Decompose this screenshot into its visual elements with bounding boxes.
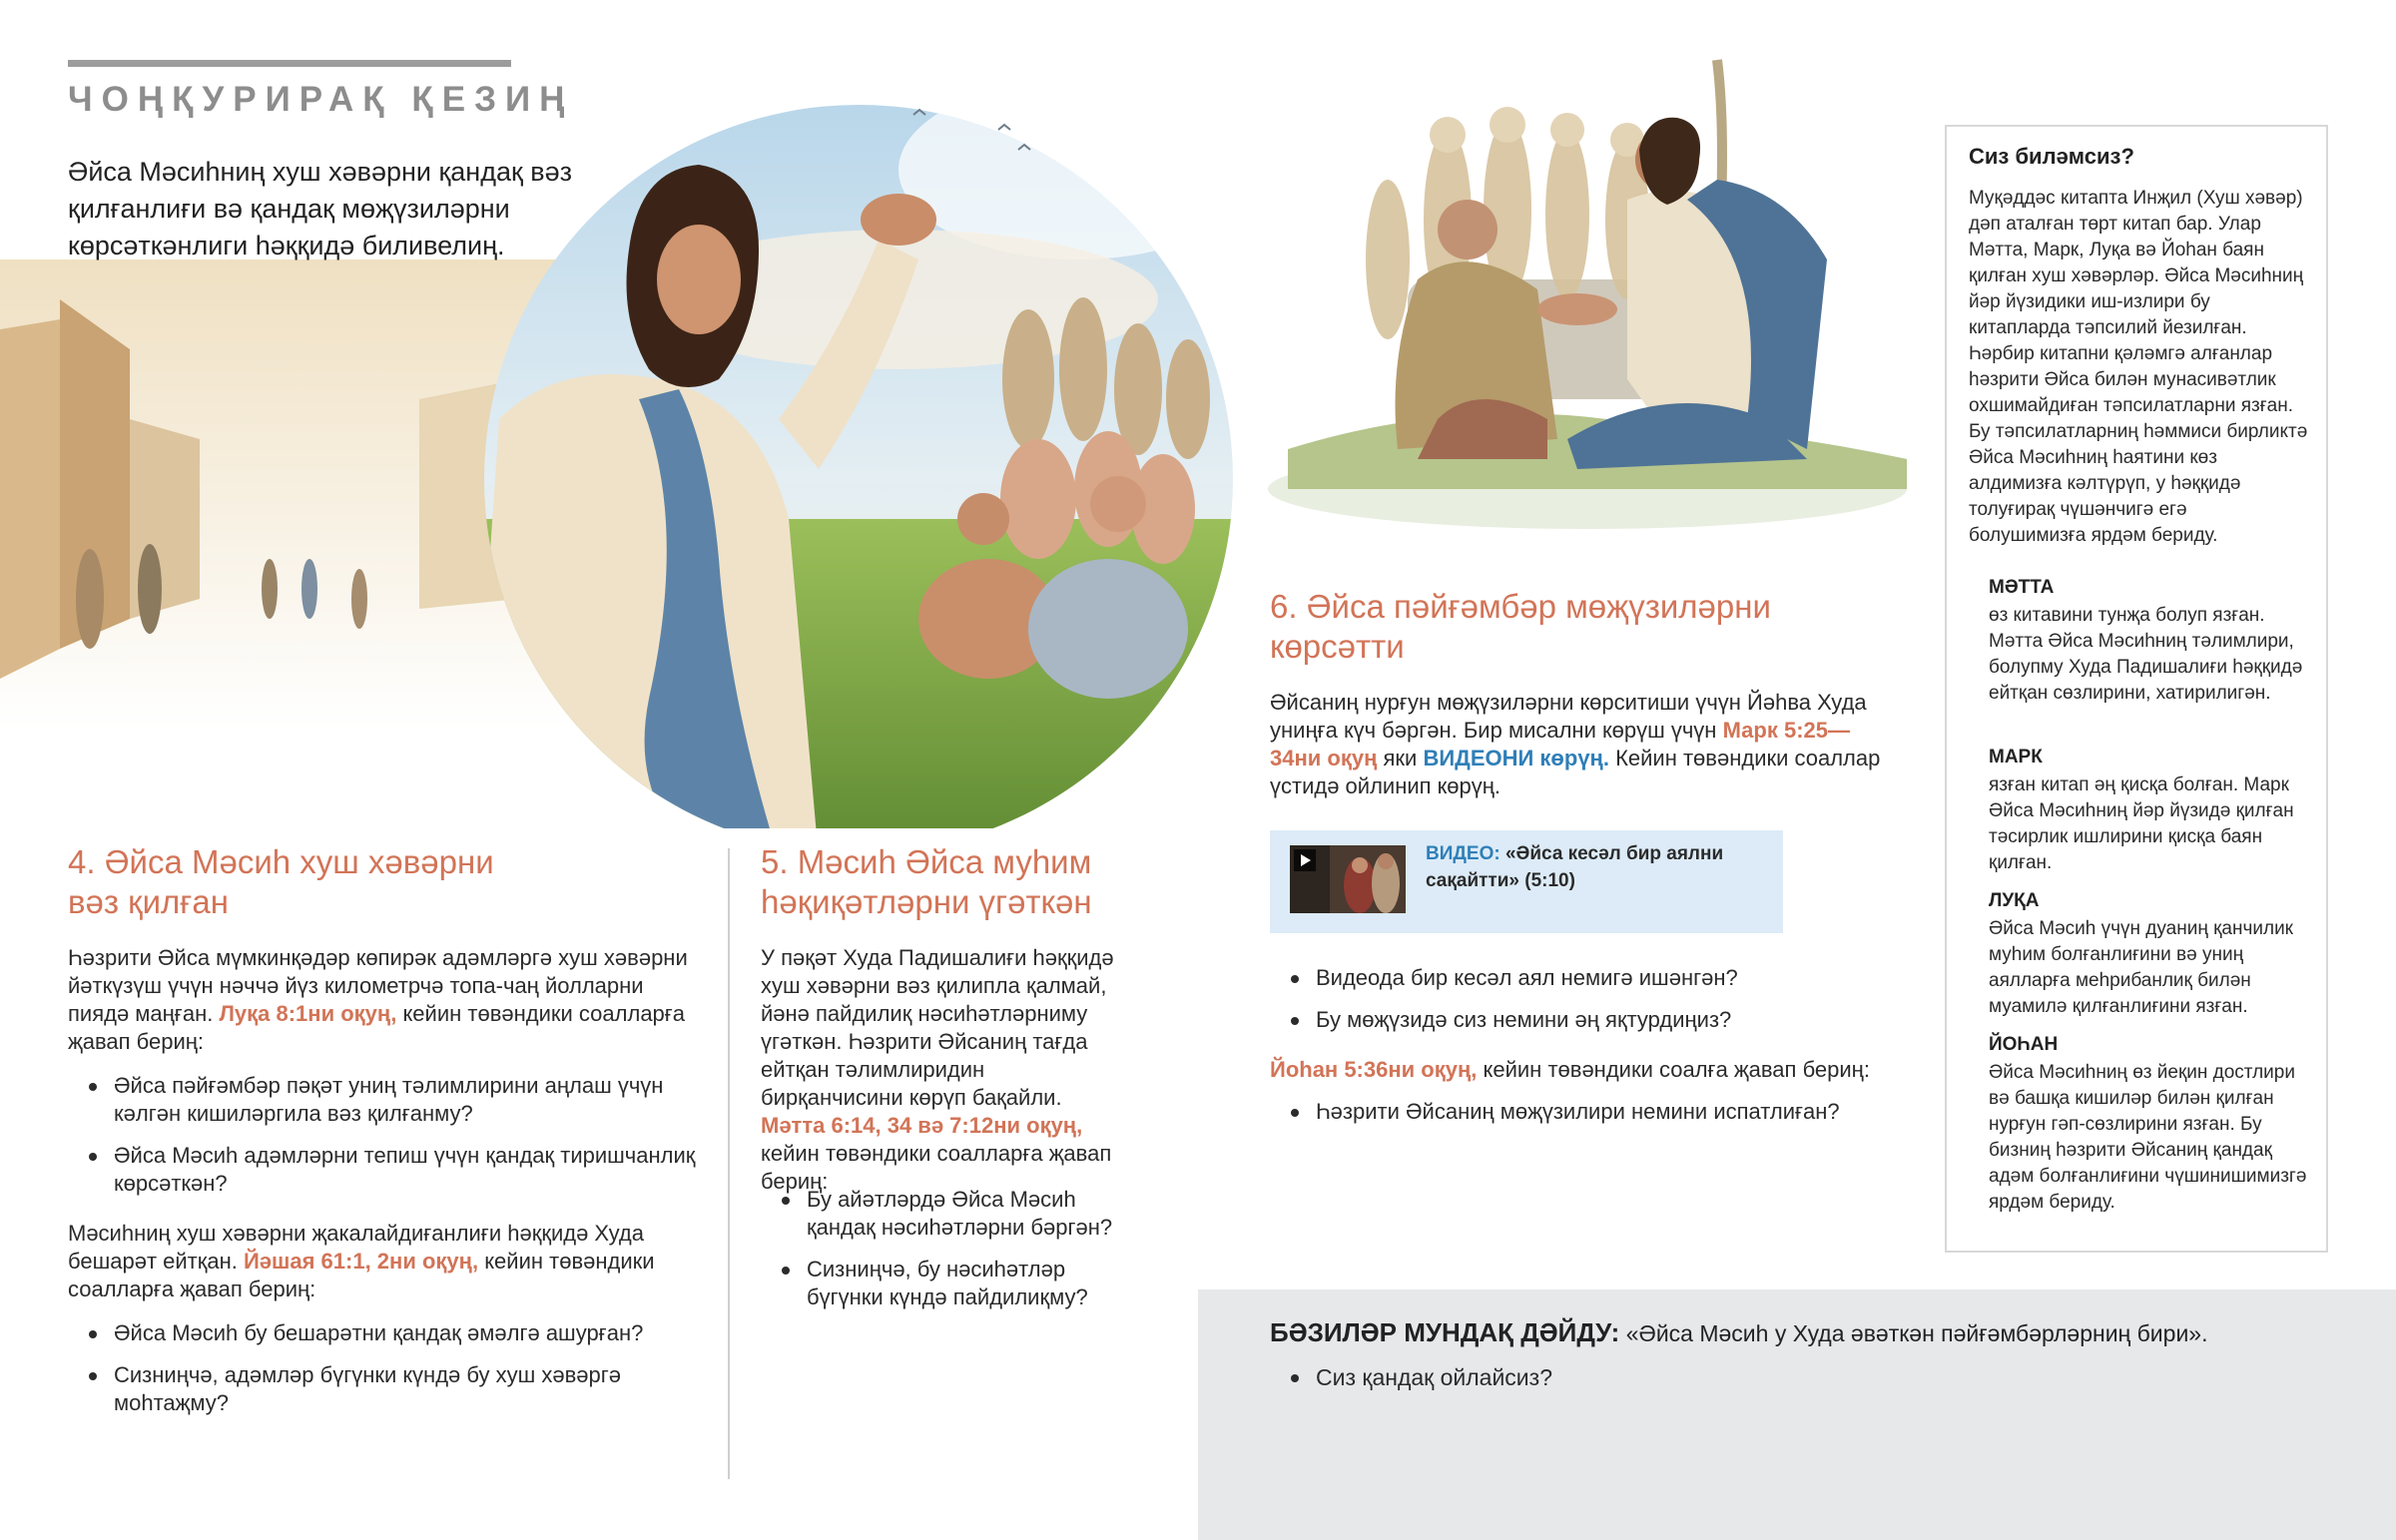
book-luke-text: Әйса Мәсиһ үчүн дуаниң қанчилик муһим болғанлиғини вә униң аялларға меһрибанлиқ билән муамилә қилғанлиғини язған. [1989,918,2293,1017]
section-6-paragraph-2: Йоһан 5:36ни оқуң, кейин төвәндики соалға җавап бериң: [1270,1057,1870,1082]
section-6-questions-1 [1270,964,1889,1048]
john-5-36-reference-link[interactable]: Йоһан 5:36ни оқуң, [1270,1057,1478,1082]
list-item: Видеода бир кесәл аял немигә ишәнгән? [1270,964,1889,992]
jesus-preaching-illustration [0,0,1258,828]
section-4-questions-2 [68,1319,707,1431]
sidebar-title: Сиз биләмсиз? [1969,144,2134,169]
book-john-title: ЙОҺАН [1989,1034,2059,1055]
column-divider [728,848,730,1479]
matthew-reference-link[interactable]: Мәтта 6:14, 34 вә 7:12ни оқуң, [761,1113,1083,1138]
healing-woman-illustration [1248,20,1927,539]
section-5-title: 5. Мәсиһ Әйса муһим һәқиқәтләрни үгәткән [761,843,1092,920]
book-luke-title: ЛУҚА [1989,890,2040,911]
section-6-title: 6. Әйса пәйғәмбәр мөҗүзиләрни көрсәтти [1270,588,1771,665]
video-thumbnail[interactable] [1290,845,1406,913]
video-caption[interactable]: ВИДЕО: «Әйса кесәл бир аялни сақайтти» (5:10) [1426,843,1724,891]
list-item: Сизниңчә, адәмләр бүгүнки күндә бу хуш хәвәргә моһтаҗму? [68,1361,707,1417]
section-4-questions-1 [68,1072,707,1212]
section-6-questions-2 [1270,1098,1889,1140]
section-4-title: 4. Әйса Мәсиһ хуш хәвәрни вәз қилған [68,843,494,920]
section-6-paragraph: Әйсаниң нурғун мөҗүзиләрни көрситиши үчүн Йәһва Худа униңға күч бәргән. Бир мисални көрүш үчүн Марк 5:25—34ни оқуң яки ВИДЕОНИ көрүң. Кейин төвәндики соаллар үстидә ойлинип көрүң. [1270,690,1881,798]
list-item: Әйса пәйғәмбәр пәқәт униң тәлимлирини аңлаш үчүн кәлгән кишиләргила вәз қилғанму? [68,1072,707,1128]
isaiah-61-reference-link[interactable]: Йәшая 61:1, 2ни оқуң, [243,1249,479,1274]
list-item: Әйса Мәсиһ адәмләрни тепиш үчүн қандақ тиришчанлиқ көрсәткән? [68,1142,707,1198]
list-item: Бу айәтләрдә Әйса Мәсиһ қандақ нәсиһәтләрни бәргән? [761,1186,1140,1242]
book-mark-title: МАРК [1989,747,2043,768]
list-item: Сизниңчә, бу нәсиһәтләр бүгүнки күндә пайдилиқму? [761,1256,1140,1311]
list-item: Бу мөҗүзидә сиз немини әң яқтурдиңиз? [1270,1006,1889,1034]
luke-8-1-reference-link[interactable]: Луқа 8:1ни оқуң, [219,1001,397,1026]
mark-5-reference-link[interactable]: Марк 5:25—34ни оқуң [1270,718,1851,770]
watch-video-link[interactable]: ВИДЕОНИ көрүң. [1423,746,1609,770]
sidebar-intro: Муқәддәс китапта Инҗил (Хуш хәвәр) дәп аталған төрт китап бар. Улар Мәтта, Марк, Луқа вә Йоһан баян қилған хуш хәвәрләр. Әйса Мәсиһниң йәр йүзидики иш-излири бу китапларда тәпсилий йезилған. Һәрбир китапни қәләмгә алғанлар һәзрити Әйса билән мунасивәтлик охшимайдиған тәпсилатларни язған. Бу тәпсилатларниң һәммиси бирликтә Әйса Мәсиһниң һаятини көз алдимизға кәлтүрүп, у һәққидә толуғирақ чүшәнчигә егә болушимизға ярдәм бериду. [1969,188,2308,546]
list-item: Әйса Мәсиһ бу бешарәтни қандақ әмәлгә ашурған? [68,1319,707,1347]
section-4-paragraph-2: Мәсиһниң хуш хәвәрни җакалайдиғанлиғи һәққидә Худа бешарәт ейтқан. Йәшая 61:1, 2ни оқуң, кейин төвәндики соалларға җавап бериң: [68,1221,655,1301]
book-john-text: Әйса Мәсиһниң өз йеқин достлири вә башқа кишиләр билән қилған нурғун гәп-сөзлирини язған. Бу бизниң һәзрити Әйсаниң қандақ адәм болғанлиғини чүшинишимизгә ярдәм бериду. [1989,1062,2307,1213]
book-matthew-text: өз китавини тунҗа болуп язған. Мәтта Әйса Мәсиһниң тәлимлири, болупму Худа Падишалиғи һәққидә ейтқан сөзлирини, хатирилигән. [1989,605,2303,704]
section-header-title: ЧОҢҚУРИРАҚ ҚЕЗИҢ [68,80,574,119]
book-mark-text: язған китап әң қисқа болған. Марк Әйса Мәсиһниң йәр йүзидә қилған тәсирлик ишлирини қисқа баян қилған. [1989,774,2294,873]
intro-text: Әйса Мәсиһниң хуш хәвәрни қандақ вәз қилғанлиғи вә қандақ мөҗүзиләрни көрсәткәнлиги һәққидә биливелиң. [68,157,573,260]
section-5-questions [761,1186,1140,1325]
some-people-say-quote: «Әйса Мәсиһ у Худа әвәткән пәйғәмбәрләрниң бири». [1625,1320,2208,1346]
header-bar [68,60,511,67]
bottom-questions [1270,1363,2069,1405]
section-5-paragraph: У пәқәт Худа Падишалиғи һәққидә хуш хәвәрни вәз қилипла қалмай, йәнә пайдилиқ нәсиһәтләрниму үгәткән. Һәзрити Әйсаниң тағда ейтқан тәлимлиридин бирқанчисини көрүп бақайли. Мәтта 6:14, 34 вә 7:12ни оқуң, кейин төвәндики соалларға җавап бериң: [761,945,1114,1194]
some-people-say-label: БӘЗИЛӘР МУНДАҚ ДӘЙДУ: [1270,1317,1620,1347]
list-item: Сиз қандақ ойлайсиз? [1270,1363,2069,1391]
some-people-say-text [1270,1317,2207,1348]
section-4-paragraph-1: Һәзрити Әйса мүмкинқәдәр көпирәк адәмләргә хуш хәвәрни йәткүзүш үчүн нәччә йүз километрчә топа-чаң йолларни пиядә маңған. Луқа 8:1ни оқуң, кейин төвәндики соалларға җавап бериң: [68,945,688,1054]
book-matthew-title: МӘТТА [1989,577,2055,598]
list-item: Һәзрити Әйсаниң мөҗүзилири немини испатлиған? [1270,1098,1889,1126]
